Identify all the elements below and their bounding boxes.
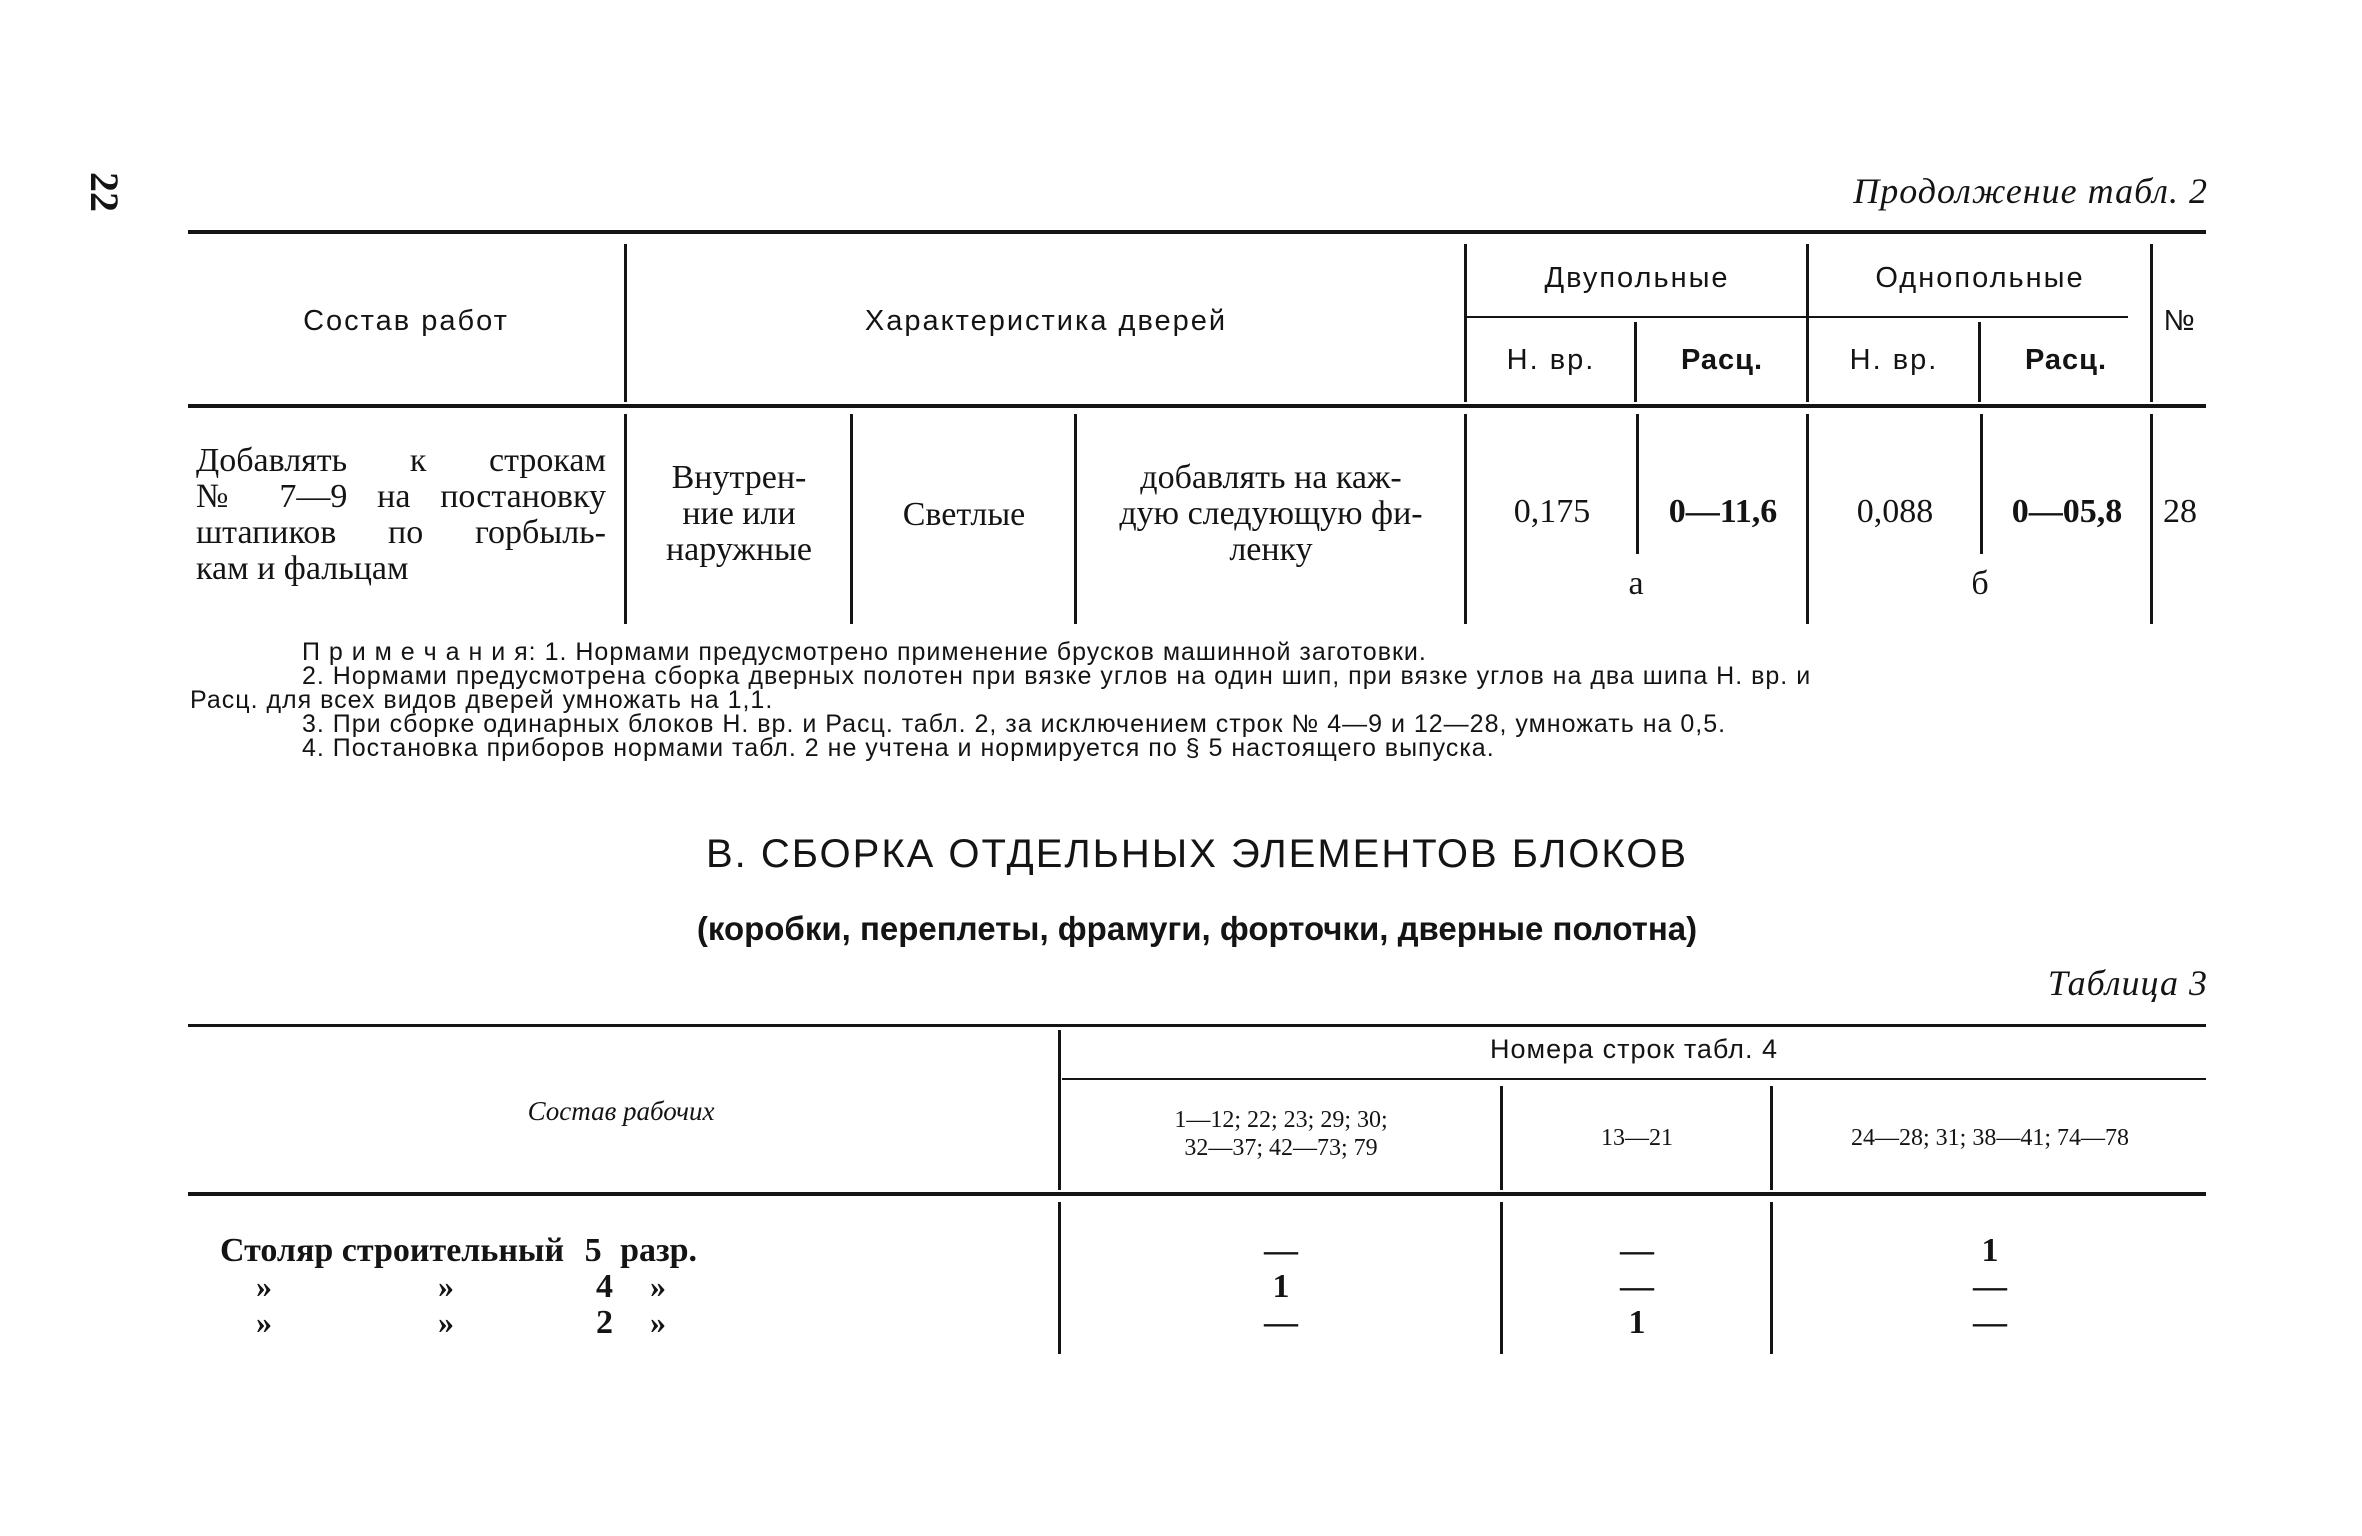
section-title: В. СБОРКА ОТДЕЛЬНЫХ ЭЛЕМЕНТОВ БЛОКОВ xyxy=(705,832,1689,876)
row-single-norm: 0,088 xyxy=(1856,493,1934,530)
row-number: 28 xyxy=(2163,493,2197,530)
header-single-leaf: Однопольные xyxy=(1875,262,2085,294)
worker-row-1: Столяр строительный 5 разр. xyxy=(220,1232,698,1269)
worker-row-3-ditto: » xyxy=(256,1304,272,1340)
cell-1-3: 1 xyxy=(1981,1232,1999,1269)
header-col-2: 13—21 xyxy=(1601,1125,1673,1151)
row-work-description: Добавлять к строкам № 7—9 на постановку штапиков по горбыль- кам и фальцам xyxy=(196,442,606,587)
table-3-label: Таблица 3 xyxy=(2047,963,2208,1003)
worker-row-2-grade: 4 xyxy=(596,1268,613,1305)
row-single-rate: 0—05,8 xyxy=(2011,493,2123,530)
header-double-rate: Расц. xyxy=(1680,344,1764,376)
cell-1-1: — xyxy=(1264,1232,1298,1269)
cell-2-3: — xyxy=(1973,1268,2007,1305)
column-marker-b: б xyxy=(1971,565,1989,602)
cell-1-2: — xyxy=(1620,1232,1654,1269)
row-double-rate: 0—11,6 xyxy=(1668,493,1778,530)
cell-3-2: 1 xyxy=(1628,1304,1646,1341)
header-col-1: 1—12; 22; 23; 29; 30; 32—37; 42—73; 79 xyxy=(1174,1107,1388,1161)
page-number: 22 xyxy=(82,172,127,212)
row-double-norm: 0,175 xyxy=(1513,493,1591,530)
table-2-notes: П р и м е ч а н и я: 1. Нормами предусмотрено применение брусков машинной заготовки. 2. Нормами предусмотрена сборка дверных полотен при вязке углов на один шип, при вязке углов на два шипа Н. вр. и Расц. для всех видов дверей умножать на 1,1. 3. При сборке одинарных блоков Н. вр. и Расц. табл. 2, за исключением строк № 4—9 и 12—28, умножать на 0,5. 4. Постановка приборов нормами табл. 2 не учтена и нормируется по § 5 настоящего выпуска. xyxy=(190,638,1812,762)
header-row-numbers: Номера строк табл. 4 xyxy=(1490,1034,1778,1064)
worker-row-2-ditto: » xyxy=(256,1268,272,1304)
header-number: № xyxy=(2163,305,2197,337)
header-work-composition: Состав работ xyxy=(303,305,509,337)
header-single-rate: Расц. xyxy=(2024,344,2108,376)
header-col-3: 24—28; 31; 38—41; 74—78 xyxy=(1850,1125,2129,1151)
cell-3-1: — xyxy=(1264,1304,1298,1341)
header-double-leaf: Двупольные xyxy=(1544,262,1730,294)
header-door-characteristics: Характеристика дверей xyxy=(864,305,1228,337)
cell-2-1: 1 xyxy=(1272,1268,1290,1305)
cell-2-2: — xyxy=(1620,1268,1654,1305)
section-subtitle: (коробки, переплеты, фрамуги, форточки, дверные полотна) xyxy=(696,910,1698,947)
header-workers: Состав рабочих xyxy=(527,1096,715,1126)
worker-row-3-ditto-2: » xyxy=(438,1304,454,1340)
row-door-note: добавлять на каж- дую следующую фи- ленку xyxy=(1119,459,1423,568)
row-door-type: Внутрен- ние или наружные xyxy=(665,459,812,568)
worker-row-3-suffix: » xyxy=(650,1304,666,1340)
header-double-norm: Н. вр. xyxy=(1506,344,1596,376)
header-single-norm: Н. вр. xyxy=(1849,344,1939,376)
worker-row-3-grade: 2 xyxy=(596,1304,613,1341)
worker-row-2-suffix: » xyxy=(650,1268,666,1304)
continuation-label: Продолжение табл. 2 xyxy=(1853,171,2208,211)
cell-3-3: — xyxy=(1973,1304,2007,1341)
worker-row-2-ditto-2: » xyxy=(438,1268,454,1304)
row-door-kind: Светлые xyxy=(902,496,1026,533)
column-marker-a: а xyxy=(1628,565,1644,602)
